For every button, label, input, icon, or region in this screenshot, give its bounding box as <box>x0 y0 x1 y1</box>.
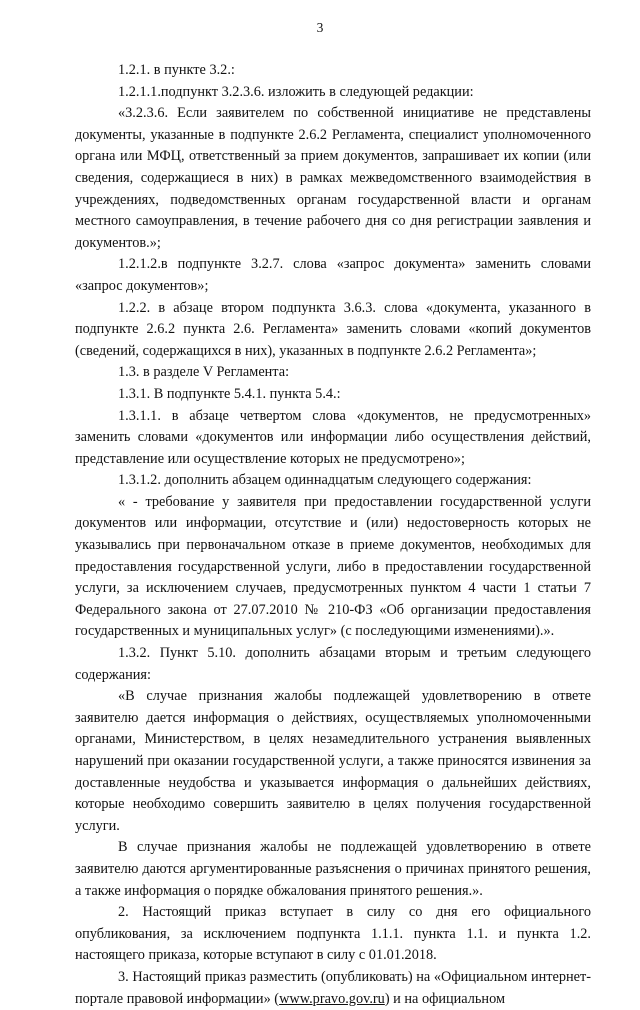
paragraph-1-3: 1.3. в разделе V Регламента: <box>118 364 290 381</box>
paragraph-1-2-1-1: 1.2.1.1.подпункт 3.2.3.6. изложить в следующей редакции: <box>118 83 474 100</box>
publication-text-after: ) и на официальном <box>384 990 506 1007</box>
paragraph-3-publication <box>75 967 591 1010</box>
paragraph-complaint-satisfied: «В случае признания жалобы подлежащей удовлетворению в ответе заявителю дается информация о действиях, осуществляемых уполномоченными органами, Министерством, в целях незамедлительного устранения выявленных нарушений при оказании государственной услуги, а также приносятся извинения за доставленные неудобства и указывается информация о дальнейших действиях, которые необходимо совершить заявителю в целях получения государственной услуги. <box>75 688 591 834</box>
paragraph-1-3-1-1: 1.3.1.1. в абзаце четвертом слова «документов, не предусмотренных» заменить словами «документов или информации либо осуществления действий, представление или осуществление которых не предусмотрено»; <box>75 407 591 467</box>
page-number: 3 <box>316 20 324 35</box>
paragraph-1-3-1-2: 1.3.1.2. дополнить абзацем одиннадцатым следующего содержания: <box>118 472 532 489</box>
paragraph-1-2-1: 1.2.1. в пункте 3.2.: <box>118 62 235 78</box>
paragraph-1-3-1: 1.3.1. В подпункте 5.4.1. пункта 5.4.: <box>118 385 341 402</box>
paragraph-complaint-rejected: В случае признания жалобы не подлежащей удовлетворению в ответе заявителю даются аргументированные разъяснения о причинах принятого решения, а также информация о порядке обжалования принятого решения.». <box>75 839 591 899</box>
pravo-gov-link[interactable]: www.pravo.gov.ru <box>279 990 385 1007</box>
paragraph-1-2-2: 1.2.2. в абзаце втором подпункта 3.6.3. слова «документа, указанного в подпункте 2.6.2 пункта 2.6. Регламента» заменить словами «копий документов (сведений, содержащихся в них), указанных в подпункте 2.6.2 Регламента»; <box>75 299 591 359</box>
paragraph-1-3-2: 1.3.2. Пункт 5.10. дополнить абзацами вторым и третьим следующего содержания: <box>75 645 591 683</box>
paragraph-2-entry-into-force: 2. Настоящий приказ вступает в силу со дня его официального опубликования, за исключением подпункта 1.1.1. пункта 1.1. и пункта 1.2. настоящего приказа, которые вступают в силу с 01.01.2018. <box>75 904 591 964</box>
paragraph-1-2-1-2: 1.2.1.2.в подпункте 3.2.7. слова «запрос документа» заменить словами «запрос документов»; <box>75 256 591 294</box>
paragraph-requirement-text: « - требование у заявителя при предоставлении государственной услуги документов или информации, отсутствие и (или) недостоверность которых не указывались при первоначальном отказе в приеме документов, необходимых для предоставления государственной услуги, либо в предоставлении государственной услуги, за исключением случаев, предусмотренных пунктом 4 части 1 статьи 7 Федерального закона от 27.07.2010 № 210-ФЗ «Об организации предоставления государственных и муниципальных услуг» (с последующими изменениями).». <box>75 493 591 640</box>
document-body <box>75 60 591 1010</box>
publication-text-before: 3. Настоящий приказ разместить (опубликовать) на «Официальном интернет-портале правовой информации» ( <box>75 968 591 1007</box>
paragraph-3-2-3-6-text: «3.2.3.6. Если заявителем по собственной инициативе не представлены документы, указанные в подпункте 2.6.2 Регламента, специалист уполномоченного органа или МФЦ, ответственный за прием документов, запрашивает их копии (или сведения, содержащиеся в них) в рамках межведомственного взаимодействия в учреждениях, подведомственных органам государственной власти и органам местного самоуправления, в течение рабочего дня со дня регистрации заявления и документов.»; <box>75 105 591 251</box>
